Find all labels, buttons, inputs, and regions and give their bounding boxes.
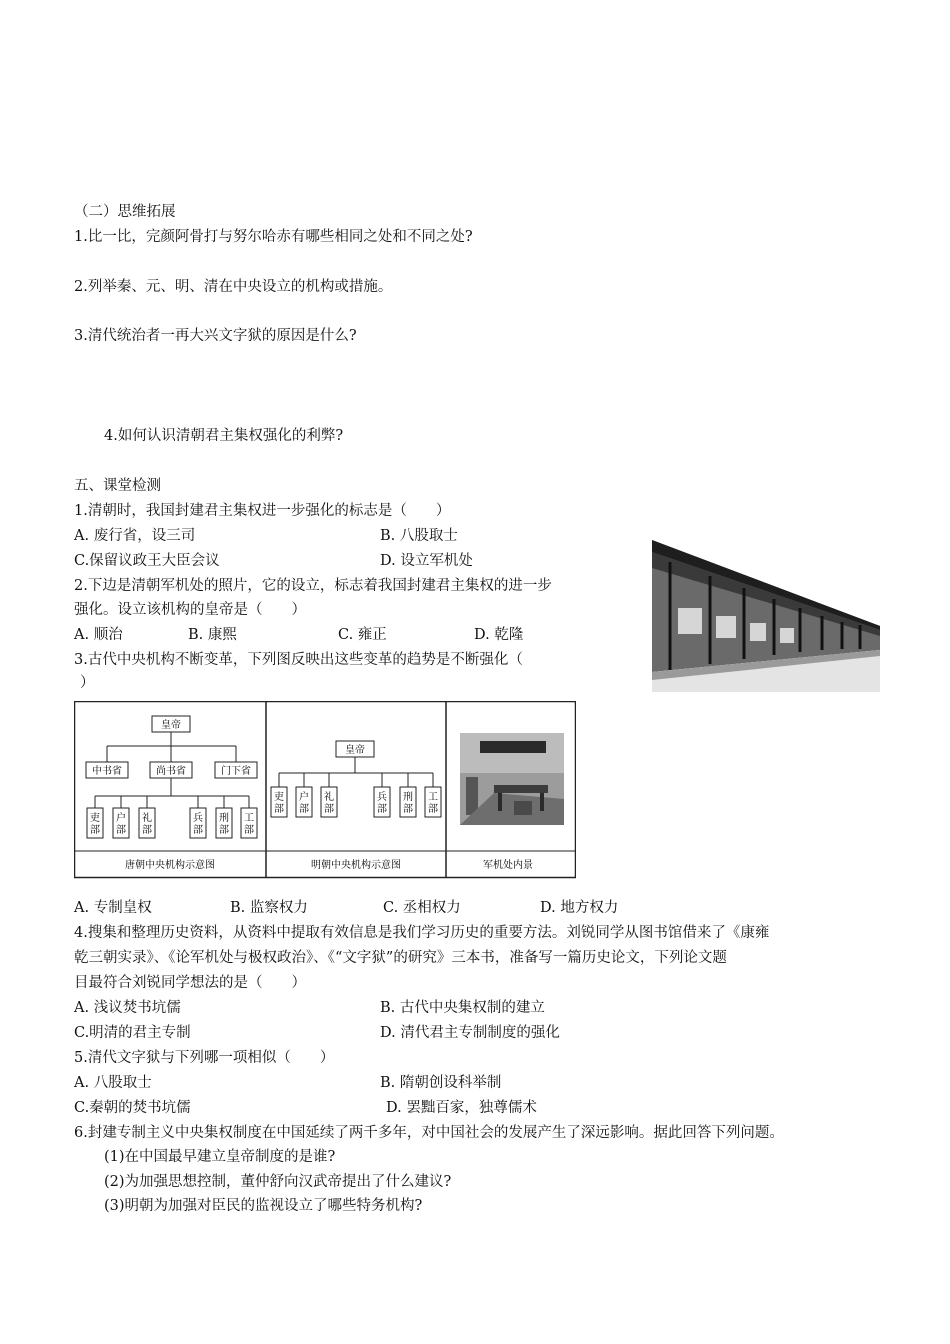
tang-emperor-box: 皇帝	[161, 720, 181, 731]
junjichu-caption: 军机处内景	[483, 860, 533, 871]
think-question-3: 3.清代统治者一再大兴文字狱的原因是什么?	[74, 328, 357, 344]
tang-libu2-box: 礼部	[142, 813, 152, 836]
ming-xingbu-box: 刑部	[403, 792, 413, 815]
ming-caption: 明朝中央机构示意图	[311, 860, 401, 871]
ming-libu-box: 吏部	[274, 792, 284, 815]
test-q3-option-d: D. 地方权力	[540, 900, 619, 916]
junjichu-photo	[652, 538, 880, 692]
tang-hubu-box: 户部	[116, 813, 126, 836]
test-q6-sub-1: (1)在中国最早建立皇帝制度的是谁?	[104, 1149, 336, 1165]
section-heading-think: （二）思维拓展	[74, 204, 176, 220]
tang-gongbu-box: 工部	[244, 813, 254, 836]
tang-shangshu-box: 尚书省	[156, 766, 186, 777]
tang-menxia-box: 门下省	[221, 766, 251, 777]
ming-hubu-box: 户部	[299, 792, 309, 815]
test-q5-option-a: A. 八股取士	[74, 1075, 152, 1091]
test-q6-sub-3: (3)明朝为加强对臣民的监视设立了哪些特务机构?	[104, 1198, 423, 1214]
test-q5-option-c: C.秦朝的焚书坑儒	[74, 1100, 191, 1116]
test-q4-option-c: C.明清的君主专制	[74, 1025, 191, 1041]
tang-libu-box: 吏部	[90, 813, 100, 836]
tang-zhongshu-box: 中书省	[92, 766, 122, 777]
test-q5-option-b: B. 隋朝创设科举制	[380, 1075, 502, 1091]
think-question-1: 1.比一比，完颜阿骨打与努尔哈赤有哪些相同之处和不同之处?	[74, 229, 473, 245]
central-organs-diagram	[74, 701, 576, 881]
test-q4-option-d: D. 清代君主专制制度的强化	[380, 1025, 560, 1041]
test-q2-option-a: A. 顺治	[74, 627, 123, 643]
test-q3-stem-line2: ）	[80, 675, 95, 691]
test-q1-option-c: C.保留议政王大臣会议	[74, 553, 220, 569]
test-q6-sub-2: (2)为加强思想控制，董仲舒向汉武帝提出了什么建议?	[104, 1174, 452, 1190]
test-q2-option-c: C. 雍正	[338, 627, 387, 643]
test-q1-option-b: B. 八股取士	[380, 528, 458, 544]
test-q2-option-d: D. 乾隆	[474, 627, 524, 643]
test-q5-stem: 5.清代文字狱与下列哪一项相似（ ）	[74, 1050, 335, 1066]
test-q4-stem-line3: 目最符合刘锐同学想法的是（ ）	[74, 975, 306, 991]
ming-bingbu-box: 兵部	[377, 792, 387, 815]
test-q2-option-b: B. 康熙	[188, 627, 237, 643]
test-q3-option-b: B. 监察权力	[230, 900, 308, 916]
test-q1-option-a: A. 废行省，设三司	[74, 528, 196, 544]
test-q4-option-b: B. 古代中央集权制的建立	[380, 1000, 545, 1016]
test-q3-option-c: C. 丞相权力	[383, 900, 461, 916]
tang-caption: 唐朝中央机构示意图	[125, 860, 215, 871]
section-heading-test: 五、课堂检测	[74, 478, 161, 494]
test-q4-stem-line1: 4.搜集和整理历史资料，从资料中提取有效信息是我们学习历史的重要方法。刘锐同学从图书馆借来了《康雍	[74, 925, 770, 941]
test-q4-stem-line2: 乾三朝实录》、《论军机处与极权政治》、《“文字狱”的研究》三本书，准备写一篇历史论文，下列论文题	[74, 950, 727, 966]
test-q1-option-d: D. 设立军机处	[380, 553, 473, 569]
test-q5-option-d: D. 罢黜百家，独尊儒术	[386, 1100, 537, 1116]
ming-emperor-box: 皇帝	[345, 745, 365, 756]
tang-bingbu-box: 兵部	[193, 813, 203, 836]
test-q2-stem-line2: 强化。设立该机构的皇帝是（ ）	[74, 602, 306, 618]
test-q6-stem: 6.封建专制主义中央集权制度在中国延续了两千多年，对中国社会的发展产生了深远影响。据此回答下列问题。	[74, 1125, 784, 1141]
test-q3-stem-line1: 3.古代中央机构不断变革，下列图反映出这些变革的趋势是不断强化（	[74, 652, 523, 668]
think-question-4: 4.如何认识清朝君主集权强化的利弊?	[104, 428, 344, 444]
test-q3-option-a: A. 专制皇权	[74, 900, 152, 916]
think-question-2: 2.列举秦、元、明、清在中央设立的机构或措施。	[74, 279, 393, 295]
test-q1-stem: 1.清朝时，我国封建君主集权进一步强化的标志是（ ）	[74, 503, 451, 519]
tang-xingbu-box: 刑部	[219, 813, 229, 836]
test-q2-stem-line1: 2.下边是清朝军机处的照片，它的设立，标志着我国封建君主集权的进一步	[74, 578, 552, 594]
test-q4-option-a: A. 浅议焚书坑儒	[74, 1000, 181, 1016]
ming-gongbu-box: 工部	[428, 792, 438, 815]
ming-libu2-box: 礼部	[324, 792, 334, 815]
